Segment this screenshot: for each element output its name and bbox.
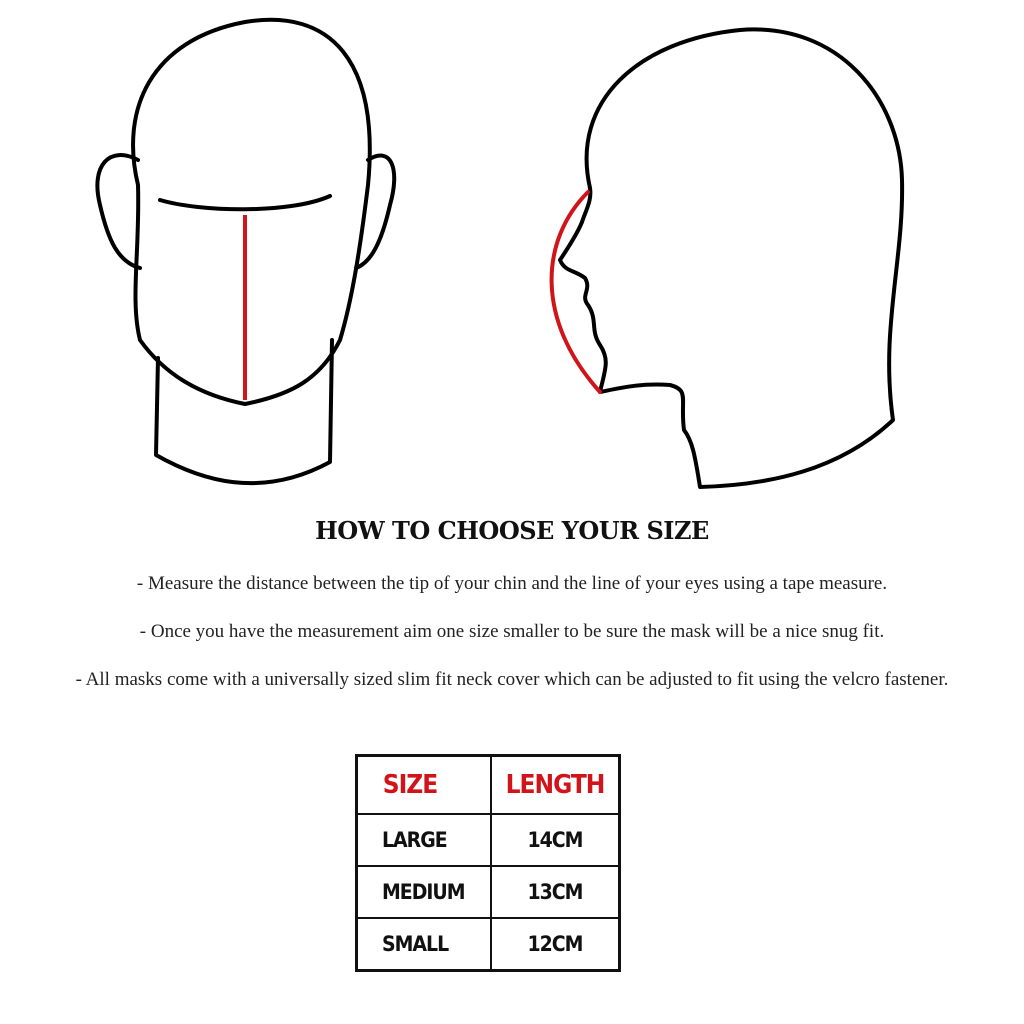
header-size: SIZE: [357, 756, 492, 815]
table-row: [357, 866, 620, 918]
header-length: LENGTH: [491, 756, 620, 815]
instruction-size-down: - Once you have the measurement aim one size smaller to be sure the mask will be a nice snug fit.: [139, 621, 885, 642]
size-cell: MEDIUM: [357, 866, 492, 918]
head-measurement-illustration: [0, 0, 1024, 500]
table-row: [357, 918, 620, 971]
page-title: HOW TO CHOOSE YOUR SIZE: [315, 516, 709, 545]
length-cell: 13CM: [491, 866, 620, 918]
side-head-outline: [560, 29, 902, 487]
instruction-measure: - Measure the distance between the tip of your chin and the line of your eyes using a tape measure.: [136, 573, 888, 594]
instruction-neck-cover: - All masks come with a universally sized slim fit neck cover which can be adjusted to fit using the velcro fastener.: [75, 669, 949, 690]
size-cell: LARGE: [357, 814, 492, 866]
table-row: [357, 814, 620, 866]
table-header-row: [357, 756, 620, 815]
size-cell: SMALL: [357, 918, 492, 971]
size-chart-table: [355, 754, 621, 972]
length-cell: 12CM: [491, 918, 620, 971]
length-cell: 14CM: [491, 814, 620, 866]
